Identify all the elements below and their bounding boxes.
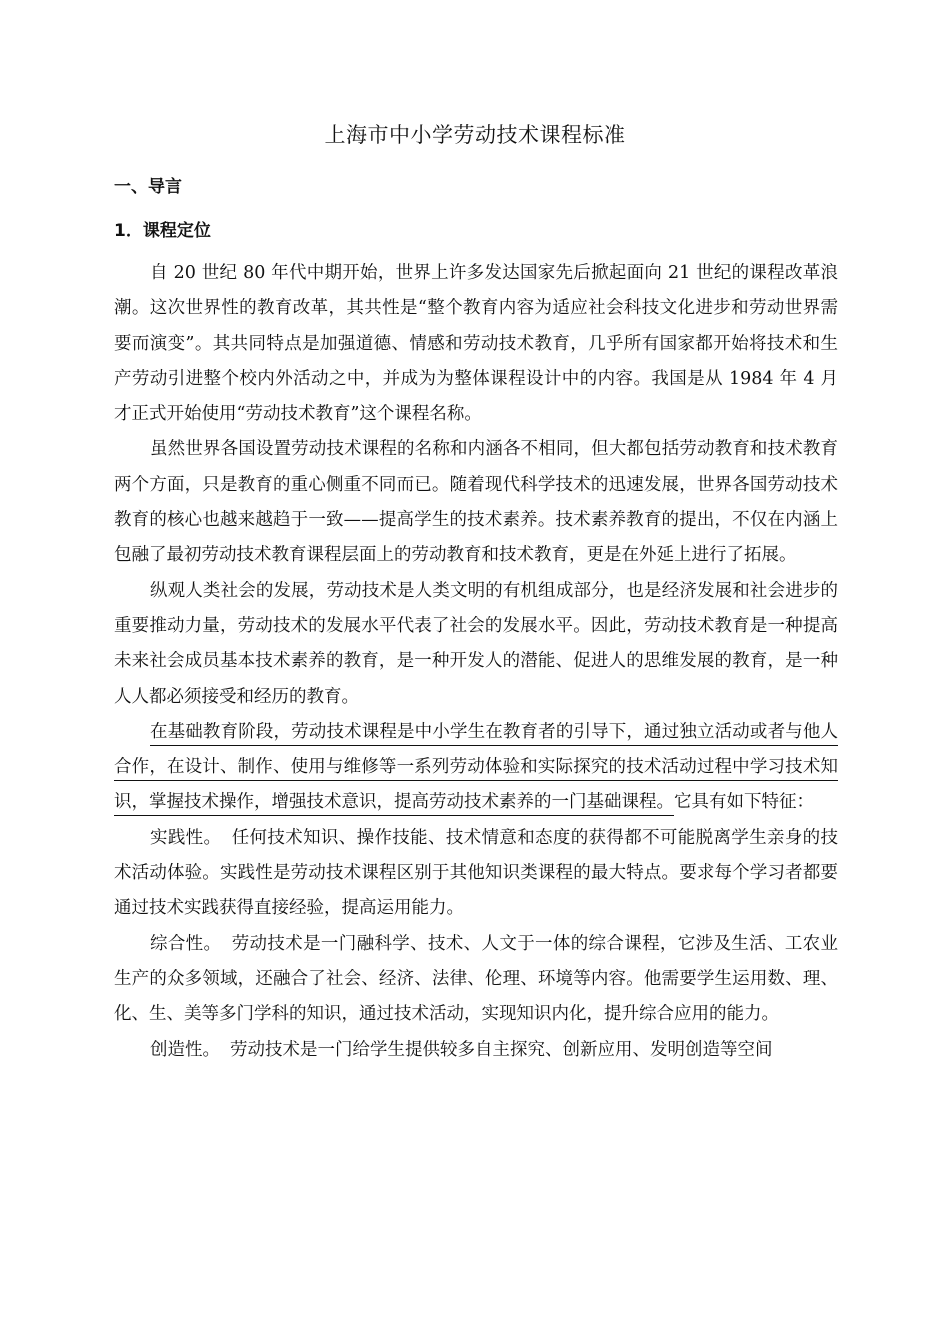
text-creativity: 劳动技术是一门给学生提供较多自主探究、创新应用、发明创造等空间 xyxy=(230,1039,773,1060)
section-heading-introduction: 一、导言 xyxy=(114,177,182,197)
text-comprehensiveness: 劳动技术是一门融科学、技术、人文于一体的综合课程，它涉及生活、工农业生产的众多领域，还融合了社会、经济、法律、伦理、环境等内容。他需要学生运用数、理、化、生、美等多门学科的知识，通过技术活动，实现知识内化，提升综合应用的能力。 xyxy=(114,933,839,1025)
paragraph-comprehensiveness xyxy=(114,927,838,1033)
subsection-heading-course-positioning: 1．课程定位 xyxy=(114,221,211,241)
label-comprehensiveness: 综合性。 xyxy=(150,933,222,954)
underlined-definition: 在基础教育阶段，劳动技术课程是中小学生在教育者的引导下，通过独立活动或者与他人合作，在设计、制作、使用与维修等一系列劳动体验和实际探究的技术活动过程中学习技术知识，掌握技术操作，增强技术意识，提高劳动技术素养的一门基础课程。 xyxy=(114,721,838,813)
body-text xyxy=(114,256,838,1068)
paragraph-practicality xyxy=(114,821,838,927)
paragraph-3: 纵观人类社会的发展，劳动技术是人类文明的有机组成部分，也是经济发展和社会进步的重要推动力量，劳动技术的发展水平代表了社会的发展水平。因此，劳动技术教育是一种提高未来社会成员基本技术素养的教育，是一种开发人的潜能、促进人的思维发展的教育，是一种人人都必须接受和经历的教育。 xyxy=(114,580,838,707)
paragraph-4-tail: 它具有如下特征： xyxy=(674,792,814,813)
paragraph-2: 虽然世界各国设置劳动技术课程的名称和内涵各不相同，但大都包括劳动教育和技术教育两个方面，只是教育的重心侧重不同而已。随着现代科学技术的迅速发展，世界各国劳动技术教育的核心也越来越趋于一致——提高学生的技术素养。技术素养教育的提出，不仅在内涵上包融了最初劳动技术教育课程层面上的劳动教育和技术教育，更是在外延上进行了拓展。 xyxy=(114,439,838,566)
text-practicality: 任何技术知识、操作技能、技术情意和态度的获得都不可能脱离学生亲身的技术活动体验。实践性是劳动技术课程区别于其他知识类课程的最大特点。要求每个学习者都要通过技术实践获得直接经验，提高运用能力。 xyxy=(114,827,839,919)
paragraph-1: 自 20 世纪 80 年代中期开始，世界上许多发达国家先后掀起面向 21 世纪的课程改革浪潮。这次世界性的教育改革，其共性是“整个教育内容为适应社会科技文化进步和劳动世界需要而演变”。其共同特点是加强道德、情感和劳动技术教育，几乎所有国家都开始将技术和生产劳动引进整个校内外活动之中，并成为为整体课程设计中的内容。我国是从 1984 年 4 月才正式开始使用“劳动技术教育”这个课程名称。 xyxy=(114,263,838,425)
label-practicality: 实践性。 xyxy=(150,827,222,848)
paragraph-4 xyxy=(114,715,838,821)
paragraph-creativity xyxy=(114,1033,838,1068)
document-title: 上海市中小学劳动技术课程标准 xyxy=(324,123,626,147)
label-creativity: 创造性。 xyxy=(150,1039,220,1060)
